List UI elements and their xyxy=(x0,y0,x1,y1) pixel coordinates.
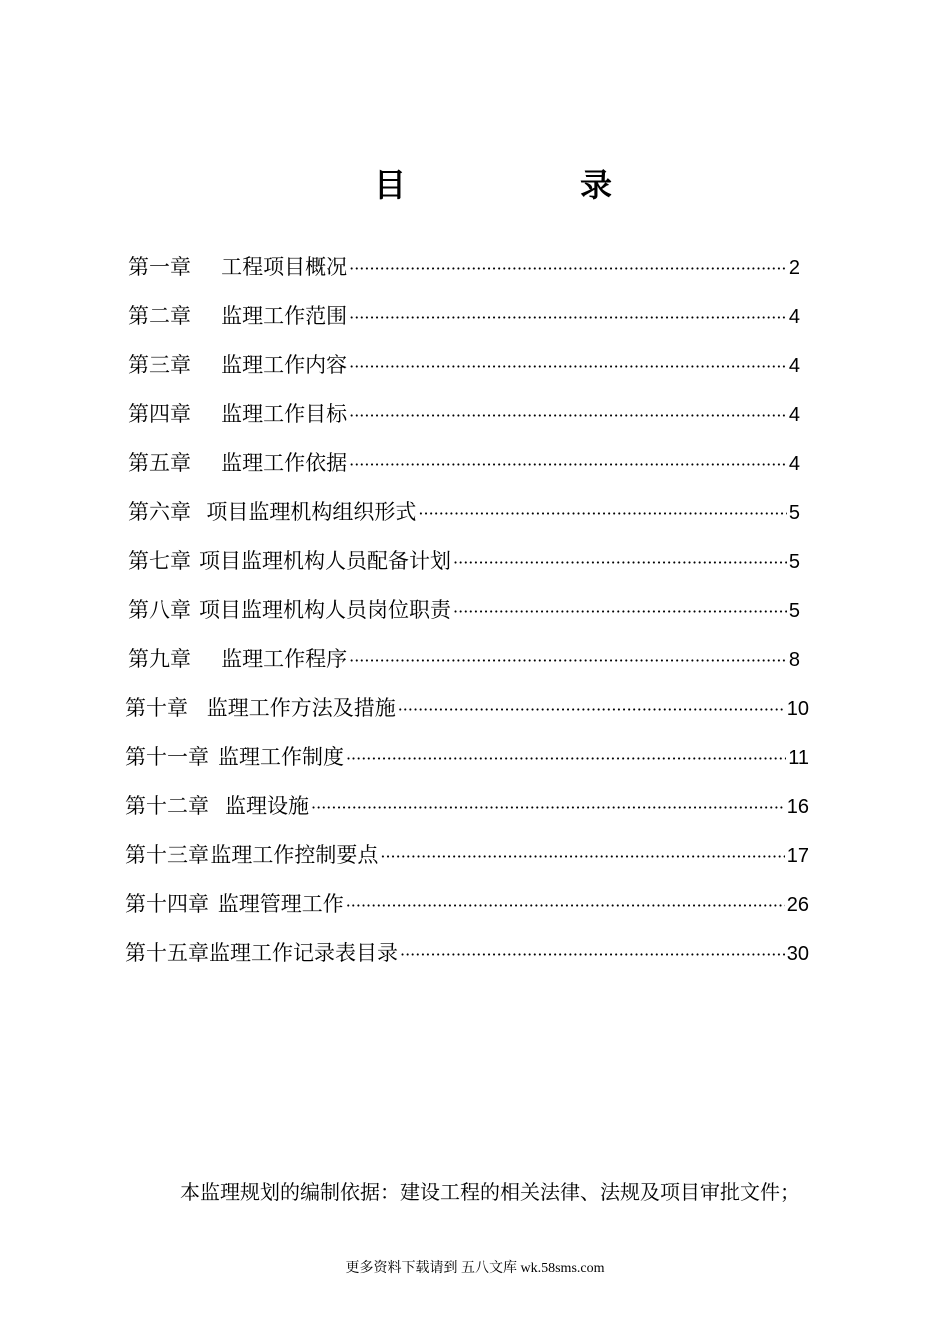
toc-entry-title: 监理工作程序 xyxy=(221,647,348,671)
dot-leader xyxy=(398,695,785,725)
toc-entry-title: 工程项目概况 xyxy=(221,255,348,279)
toc-chapter: 第五章 xyxy=(128,451,191,475)
toc-entry[interactable] xyxy=(125,791,809,821)
toc-page-number: 10 xyxy=(786,698,809,720)
dot-leader xyxy=(349,352,787,382)
toc-page-number: 11 xyxy=(788,747,809,769)
toc-entry-title: 项目监理机构人员配备计划 xyxy=(199,549,452,573)
toc-page-number: 4 xyxy=(788,306,800,328)
toc-page-number: 4 xyxy=(788,355,800,377)
toc-entry-title: 监理工作方法及措施 xyxy=(206,696,396,720)
dot-leader xyxy=(400,940,785,970)
toc-entry-title: 监理工作目标 xyxy=(221,402,348,426)
toc-chapter: 第一章 xyxy=(128,255,191,279)
toc-entry[interactable] xyxy=(125,693,809,723)
dot-leader xyxy=(346,891,785,921)
toc-title-char-2: 录 xyxy=(580,166,613,204)
toc-entry-title: 监理工作依据 xyxy=(221,451,348,475)
dot-leader xyxy=(453,548,787,578)
toc-page-number: 5 xyxy=(788,600,800,622)
toc-page-number: 8 xyxy=(788,649,800,671)
toc-chapter: 第十五章 xyxy=(125,941,209,965)
toc-title-char-1: 目 xyxy=(374,166,407,204)
dot-leader xyxy=(349,450,787,480)
toc-page-number: 30 xyxy=(786,943,809,965)
toc-chapter: 第七章 xyxy=(128,549,191,573)
toc-entry-title: 监理工作内容 xyxy=(221,353,348,377)
toc-entry-title: 监理管理工作 xyxy=(217,892,344,916)
toc-chapter: 第十一章 xyxy=(125,745,209,769)
toc-chapter: 第十三章 xyxy=(125,843,209,867)
toc-entry[interactable] xyxy=(128,497,800,527)
dot-leader xyxy=(418,499,786,529)
toc-page-number: 2 xyxy=(788,257,800,279)
toc-entry[interactable] xyxy=(128,448,800,478)
toc-page-number: 4 xyxy=(788,404,800,426)
toc-chapter: 第四章 xyxy=(128,402,191,426)
toc-entry[interactable] xyxy=(128,301,800,331)
toc-entry-title: 监理工作范围 xyxy=(221,304,348,328)
toc-entry[interactable] xyxy=(125,742,809,772)
footer-text: 更多资料下载请到 五八文库 wk.58sms.com xyxy=(345,1261,605,1276)
toc-chapter: 第十章 xyxy=(125,696,188,720)
toc-page-number: 16 xyxy=(786,796,809,818)
toc-entry[interactable] xyxy=(128,252,800,282)
dot-leader xyxy=(346,744,786,774)
dot-leader xyxy=(453,597,787,627)
dot-leader xyxy=(311,793,785,823)
toc-entry-title: 监理工作记录表目录 xyxy=(209,941,398,965)
toc-entry[interactable] xyxy=(128,350,800,380)
compilation-basis-text: 本监理规划的编制依据：建设工程的相关法律、法规及项目审批文件； xyxy=(180,1180,800,1204)
toc-chapter: 第三章 xyxy=(128,353,191,377)
toc-page-number: 5 xyxy=(788,551,800,573)
toc-chapter: 第十四章 xyxy=(125,892,209,916)
toc-entry-title: 项目监理机构组织形式 xyxy=(206,500,417,524)
toc-entry-title: 监理工作控制要点 xyxy=(210,843,379,867)
toc-chapter: 第二章 xyxy=(128,304,191,328)
toc-entry[interactable] xyxy=(125,889,809,919)
toc-entry[interactable] xyxy=(128,595,800,625)
toc-chapter: 第九章 xyxy=(128,647,191,671)
toc-entry[interactable] xyxy=(125,840,809,870)
toc-entry[interactable] xyxy=(128,644,800,674)
toc-entry-title: 监理设施 xyxy=(225,794,310,818)
toc-title xyxy=(0,160,950,204)
toc-chapter: 第八章 xyxy=(128,598,191,622)
toc-entry[interactable] xyxy=(125,938,809,968)
dot-leader xyxy=(349,401,787,431)
toc-chapter: 第十二章 xyxy=(125,794,209,818)
toc-page-number: 4 xyxy=(788,453,800,475)
toc-entry[interactable] xyxy=(128,399,800,429)
toc-chapter: 第六章 xyxy=(128,500,191,524)
toc-entry-title: 项目监理机构人员岗位职责 xyxy=(199,598,452,622)
dot-leader xyxy=(349,646,787,676)
dot-leader xyxy=(380,842,784,872)
toc-page-number: 5 xyxy=(788,502,800,524)
dot-leader xyxy=(349,254,787,284)
toc-entry-title: 监理工作制度 xyxy=(217,745,344,769)
dot-leader xyxy=(349,303,787,333)
toc-entry[interactable] xyxy=(128,546,800,576)
toc-page-number: 17 xyxy=(786,845,809,867)
toc-page-number: 26 xyxy=(786,894,809,916)
